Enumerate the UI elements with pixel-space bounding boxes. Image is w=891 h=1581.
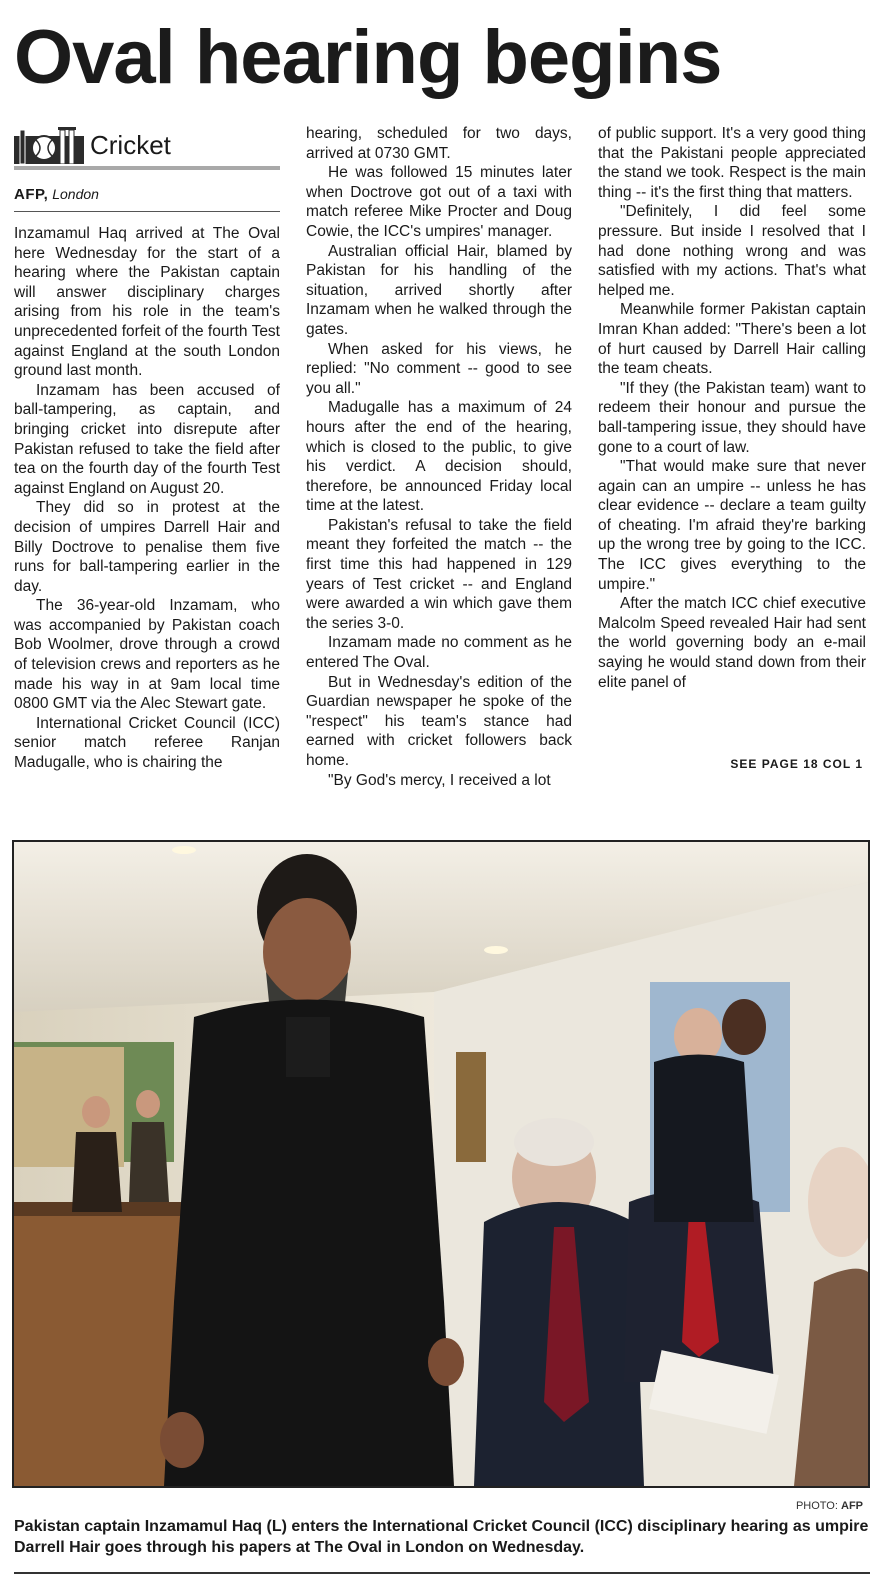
paragraph: "If they (the Pakistan team) want to redeem their honour and pursue the ball-tampering issue, they should have gone to a court of law. (598, 379, 866, 456)
paragraph: Meanwhile former Pakistan captain Imran Khan added: "There's been a lot of hurt caused by Darrell Hair calling the team cheats. (598, 301, 866, 378)
bottom-rule (14, 1572, 870, 1574)
paragraph: Australian official Hair, blamed by Pakistan for his handling of the situation, arrived shortly after Inzamam when he walked through the gates. (306, 242, 572, 338)
paragraph: of public support. It's a very good thing that the Pakistani people appreciated the stand we took. Respect is the main thing -- it's the first thing that matters. (598, 125, 866, 201)
byline-location: London (52, 186, 99, 202)
news-photo (12, 840, 870, 1488)
photo-credit (796, 1500, 863, 1512)
paragraph: International Cricket Council (ICC) senior match referee Ranjan Madugalle, who is chairing the (14, 714, 280, 772)
continued-jump-line: SEE PAGE 18 COL 1 (730, 757, 863, 771)
section-label: Cricket (90, 130, 171, 160)
paragraph: "That would make sure that never again can an umpire -- unless he has clear evidence -- declare a team guilty of cheating. I'm afraid they're barking up the wrong tree by going to the ICC. The ICC gives everything to the umpire." (598, 458, 866, 593)
section-tag (14, 124, 280, 170)
paragraph: "Definitely, I did feel some pressure. But inside I resolved that I had done nothing wrong and was satisfied with my actions. That's what helped me. (598, 203, 866, 299)
paragraph: When asked for his views, he replied: "No comment -- good to see you all." (306, 340, 572, 397)
paragraph: They did so in protest at the decision of umpires Darrell Hair and Billy Doctrove to penalise them five runs for ball-tampering earlier in the day. (14, 499, 280, 595)
paragraph: Inzamam has been accused of ball-tampering, as captain, and bringing cricket into disrepute after Pakistan refused to take the field after tea on the fourth day of the fourth Test against England on August 20. (14, 381, 280, 497)
paragraph: He was followed 15 minutes later when Doctrove got out of a taxi with match referee Mike Procter and Doug Cowie, the ICC's umpires' manager. (306, 164, 572, 240)
photo-credit-label: PHOTO: (795, 1500, 838, 1512)
paragraph: "By God's mercy, I received a lot (328, 771, 551, 789)
photo-credit-name: AFP (841, 1500, 863, 1512)
paragraph: The 36-year-old Inzamam, who was accompanied by Pakistan coach Bob Woolmer, drove through a crowd of television crews and reporters as he made his way in at 9am local time 0800 GMT via the Alec Stewart gate. (14, 597, 280, 713)
photo-caption: Pakistan captain Inzamamul Haq (L) enters the International Cricket Council (ICC) disciplinary hearing as umpire Darrell Hair goes through his papers at The Oval in London on Wednesday. (14, 1518, 869, 1556)
byline (14, 186, 280, 212)
paragraph: After the match ICC chief executive Malcolm Speed revealed Hair had sent the world governing body an e-mail saying he would stand down from their elite panel of (598, 595, 866, 691)
article-column-1 (14, 224, 280, 773)
paragraph: Inzamamul Haq arrived at The Oval here Wednesday for the start of a hearing where the Pakistan captain will answer disciplinary charges arising from his role in the team's unprecedented forfeit of the fourth Test against England at the south London ground last month. (14, 225, 280, 380)
paragraph: Pakistan's refusal to take the field meant they forfeited the match -- the first time this had happened in 129 years of Test cricket -- and England were awarded a win which gave them the series 3-0. (306, 516, 572, 632)
paragraph: But in Wednesday's edition of the Guardian newspaper he spoke of the "respect" his team's stance had earned with cricket followers back home. (306, 673, 572, 769)
cricket-ball-wickets-icon (14, 124, 84, 169)
paragraph: hearing, scheduled for two days, arrived at 0730 GMT. (306, 125, 572, 162)
byline-agency: AFP, (14, 186, 49, 203)
article-column-3 (598, 124, 866, 692)
paragraph: Inzamam made no comment as he entered The Oval. (306, 634, 572, 672)
article-column-2 (306, 124, 572, 790)
headline: Oval hearing begins (14, 15, 722, 100)
paragraph: Madugalle has a maximum of 24 hours after the end of the hearing, which is closed to the public, to give his verdict. A decision should, therefore, be announced Friday local time at the latest. (306, 399, 572, 515)
